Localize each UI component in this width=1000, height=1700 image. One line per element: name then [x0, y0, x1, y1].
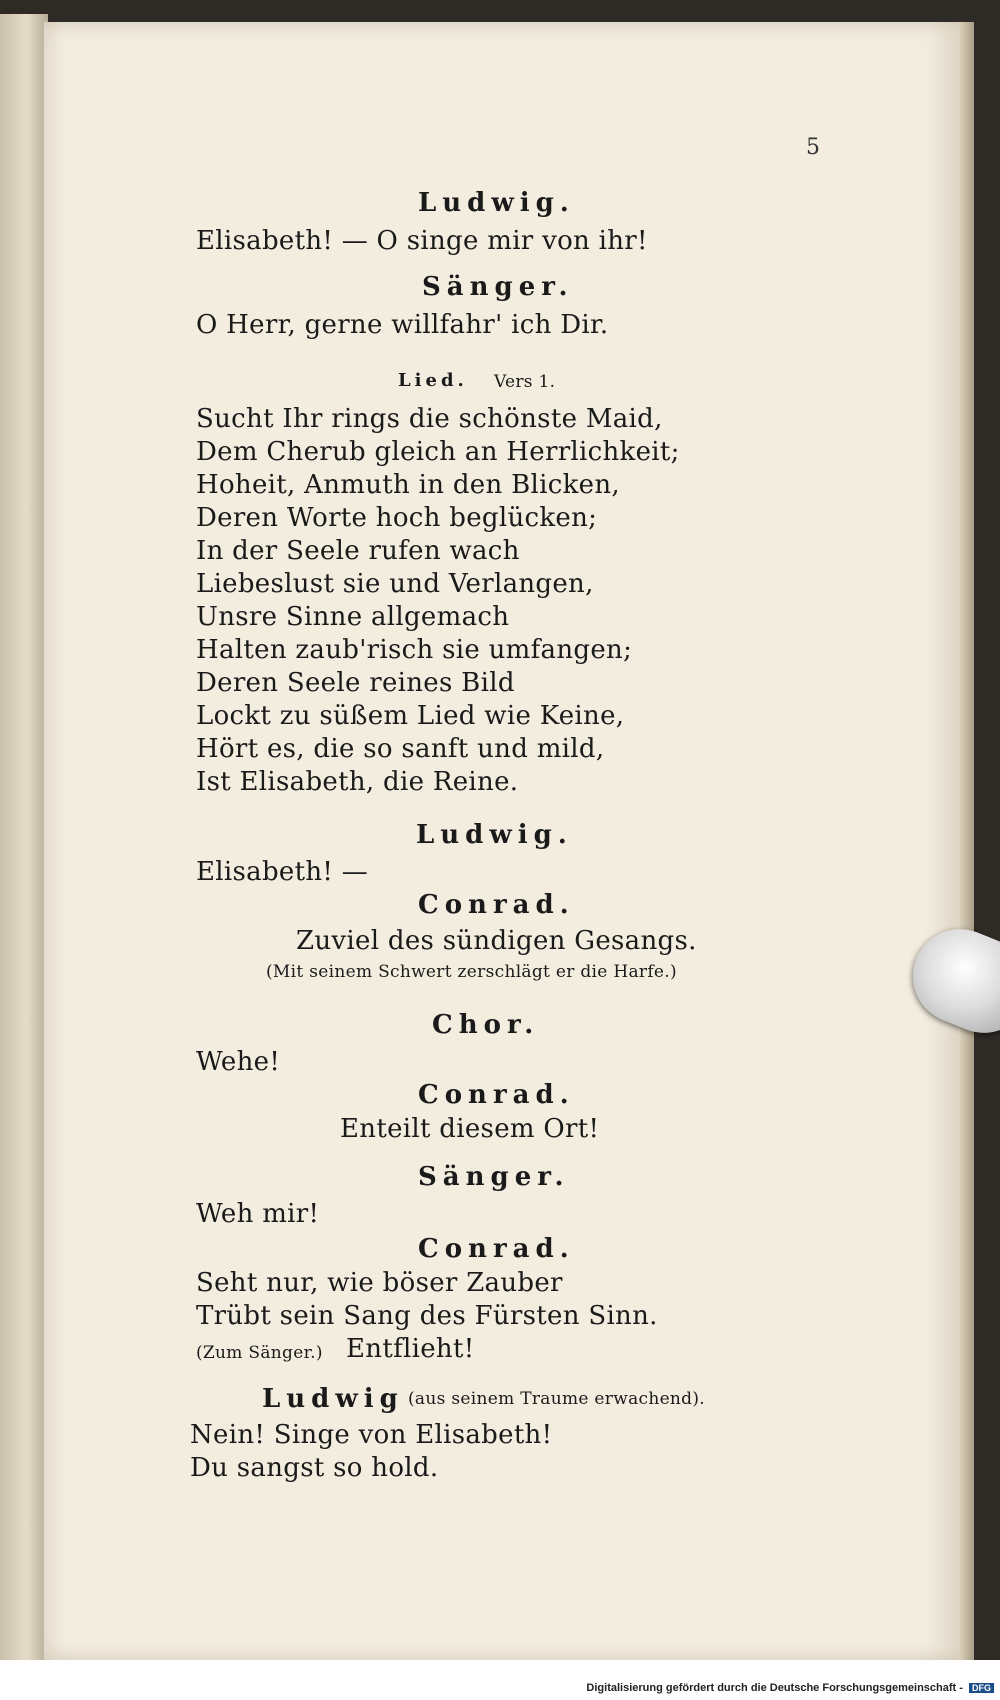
verse-line: Entflieht!	[346, 1334, 475, 1364]
speaker-saenger: Sänger.	[418, 1162, 570, 1192]
page-number: 5	[806, 135, 820, 160]
verse-line: In der Seele rufen wach	[196, 536, 520, 566]
verse-line: Du sangst so hold.	[190, 1453, 439, 1483]
speaker-ludwig: Ludwig.	[416, 820, 573, 850]
verse-line: Weh mir!	[196, 1199, 320, 1229]
verse-line: Unsre Sinne allgemach	[196, 602, 510, 632]
song-heading: Lied.	[398, 370, 468, 391]
page-stack-edge	[960, 22, 974, 1660]
footer-band	[0, 1660, 1000, 1700]
stage-direction: (aus seinem Traume erwachend).	[408, 1389, 706, 1409]
stage-direction: (Zum Sänger.)	[196, 1343, 323, 1363]
speaker-saenger: Sänger.	[422, 272, 574, 302]
verse-line: Halten zaub'risch sie umfangen;	[196, 635, 633, 665]
speaker-conrad: Conrad.	[418, 1234, 575, 1264]
left-page-edge	[0, 14, 48, 1660]
stage-direction: (Mit seinem Schwert zerschlägt er die Harfe.)	[266, 962, 677, 982]
digitization-credit	[586, 1682, 994, 1694]
verse-line: Deren Seele reines Bild	[196, 668, 515, 698]
speaker-ludwig: Ludwig	[262, 1384, 404, 1414]
speaker-ludwig: Ludwig.	[418, 188, 575, 218]
verse-number: Vers 1.	[494, 372, 556, 392]
verse-line: Hoheit, Anmuth in den Blicken,	[196, 470, 620, 500]
verse-line: Seht nur, wie böser Zauber	[196, 1268, 563, 1298]
verse-line: Sucht Ihr rings die schönste Maid,	[196, 404, 663, 434]
verse-line: Hört es, die so sanft und mild,	[196, 734, 605, 764]
verse-line: Elisabeth! —	[196, 857, 368, 887]
verse-line: Dem Cherub gleich an Herrlichkeit;	[196, 437, 680, 467]
verse-line: O Herr, gerne willfahr' ich Dir.	[196, 310, 609, 340]
credit-text: Digitalisierung gefördert durch die Deutsche Forschungsgemeinschaft -	[586, 1682, 963, 1694]
verse-line: Enteilt diesem Ort!	[340, 1114, 600, 1144]
speaker-chor: Chor.	[432, 1010, 540, 1040]
verse-line: Trübt sein Sang des Fürsten Sinn.	[196, 1301, 658, 1331]
verse-line: Ist Elisabeth, die Reine.	[196, 767, 519, 797]
verse-line: Zuviel des sündigen Gesangs.	[296, 926, 697, 956]
verse-line: Deren Worte hoch beglücken;	[196, 503, 598, 533]
verse-line: Lockt zu süßem Lied wie Keine,	[196, 701, 625, 731]
speaker-conrad: Conrad.	[418, 1080, 575, 1110]
verse-line: Nein! Singe von Elisabeth!	[190, 1420, 553, 1450]
speaker-conrad: Conrad.	[418, 890, 575, 920]
verse-line: Elisabeth! — O singe mir von ihr!	[196, 226, 648, 256]
verse-line: Liebeslust sie und Verlangen,	[196, 569, 594, 599]
verse-line: Wehe!	[196, 1047, 281, 1077]
dfg-logo: DFG	[969, 1683, 994, 1693]
